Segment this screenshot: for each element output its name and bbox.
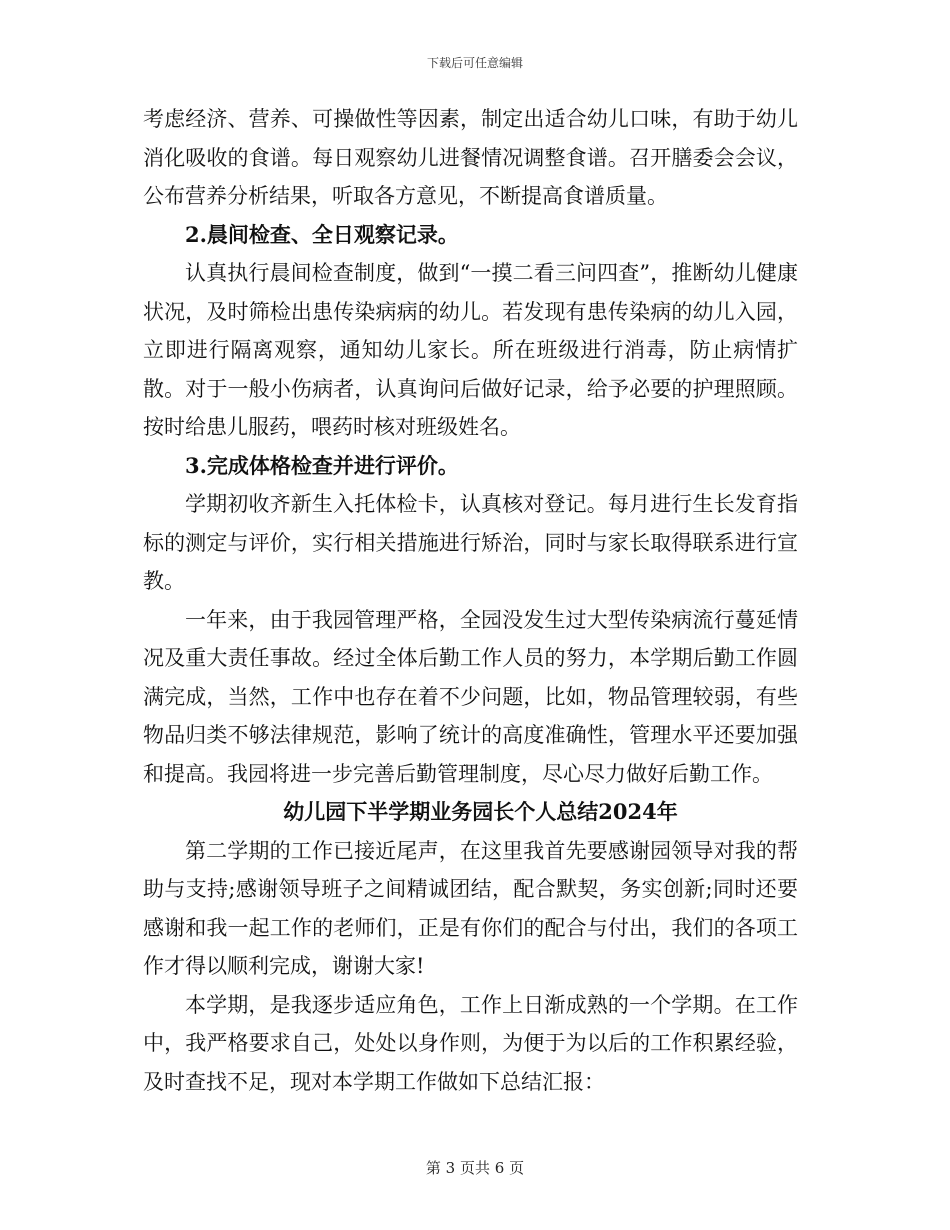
document-title: 幼儿园下半学期业务园长个人总结2024年 xyxy=(283,799,678,824)
paragraph-physical-exam: 学期初收齐新生入托体检卡，认真核对登记。每月进行生长发育指标的测定与评价，实行相关措施进行矫治，同时与家长取得联系进行宣教。 xyxy=(143,492,798,593)
paragraph-semester-intro: 本学期，是我逐步适应角色，工作上日渐成熟的一个学期。在工作中，我严格要求自己，处处以身作则，为便于为以后的工作积累经验，及时查找不足，现对本学期工作做如下总结汇报： xyxy=(143,992,798,1094)
paragraph-thanks: 第二学期的工作已接近尾声，在这里我首先要感谢园领导对我的帮助与支持;感谢领导班子之间精诚团结，配合默契，务实创新;同时还要感谢和我一起工作的老师们，正是有你们的配合与付出，我们的各项工作才得以顺利完成，谢谢大家! xyxy=(143,838,798,978)
paragraph-year-summary: 一年来，由于我园管理严格，全园没发生过大型传染病流行蔓延情况及重大责任事故。经过全体后勤工作人员的努力，本学期后勤工作圆满完成，当然，工作中也存在着不少问题，比如，物品管理较弱，有些物品归类不够法律规范，影响了统计的高度准确性，管理水平还要加强和提高。我园将进一步完善后勤管理制度，尽心尽力做好后勤工作。 xyxy=(143,607,798,786)
document-body xyxy=(143,100,798,1101)
page-header: 下载后可任意编辑 xyxy=(426,56,523,70)
section-heading-morning-check: 2.晨间检查、全日观察记录。 xyxy=(185,221,459,247)
paragraph-morning-check: 认真执行晨间检查制度，做到“一摸二看三问四查”，推断幼儿健康状况，及时筛检出患传染病病的幼儿。若发现有患传染病的幼儿入园，立即进行隔离观察，通知幼儿家长。所在班级进行消毒，防止病情扩散。对于一般小伤病者，认真询问后做好记录，给予必要的护理照顾。按时给患儿服药，喂药时核对班级姓名。 xyxy=(143,261,798,439)
section-heading-physical-exam: 3.完成体格检查并进行评价。 xyxy=(185,452,459,478)
paragraph-menu-planning: 考虑经济、营养、可操做性等因素，制定出适合幼儿口味，有助于幼儿消化吸收的食谱。每日观察幼儿进餐情况调整食谱。召开膳委会会议，公布营养分析结果，听取各方意见，不断提高食谱质量。 xyxy=(143,107,798,208)
page-footer: 第 3 页共 6 页 xyxy=(425,1159,525,1177)
